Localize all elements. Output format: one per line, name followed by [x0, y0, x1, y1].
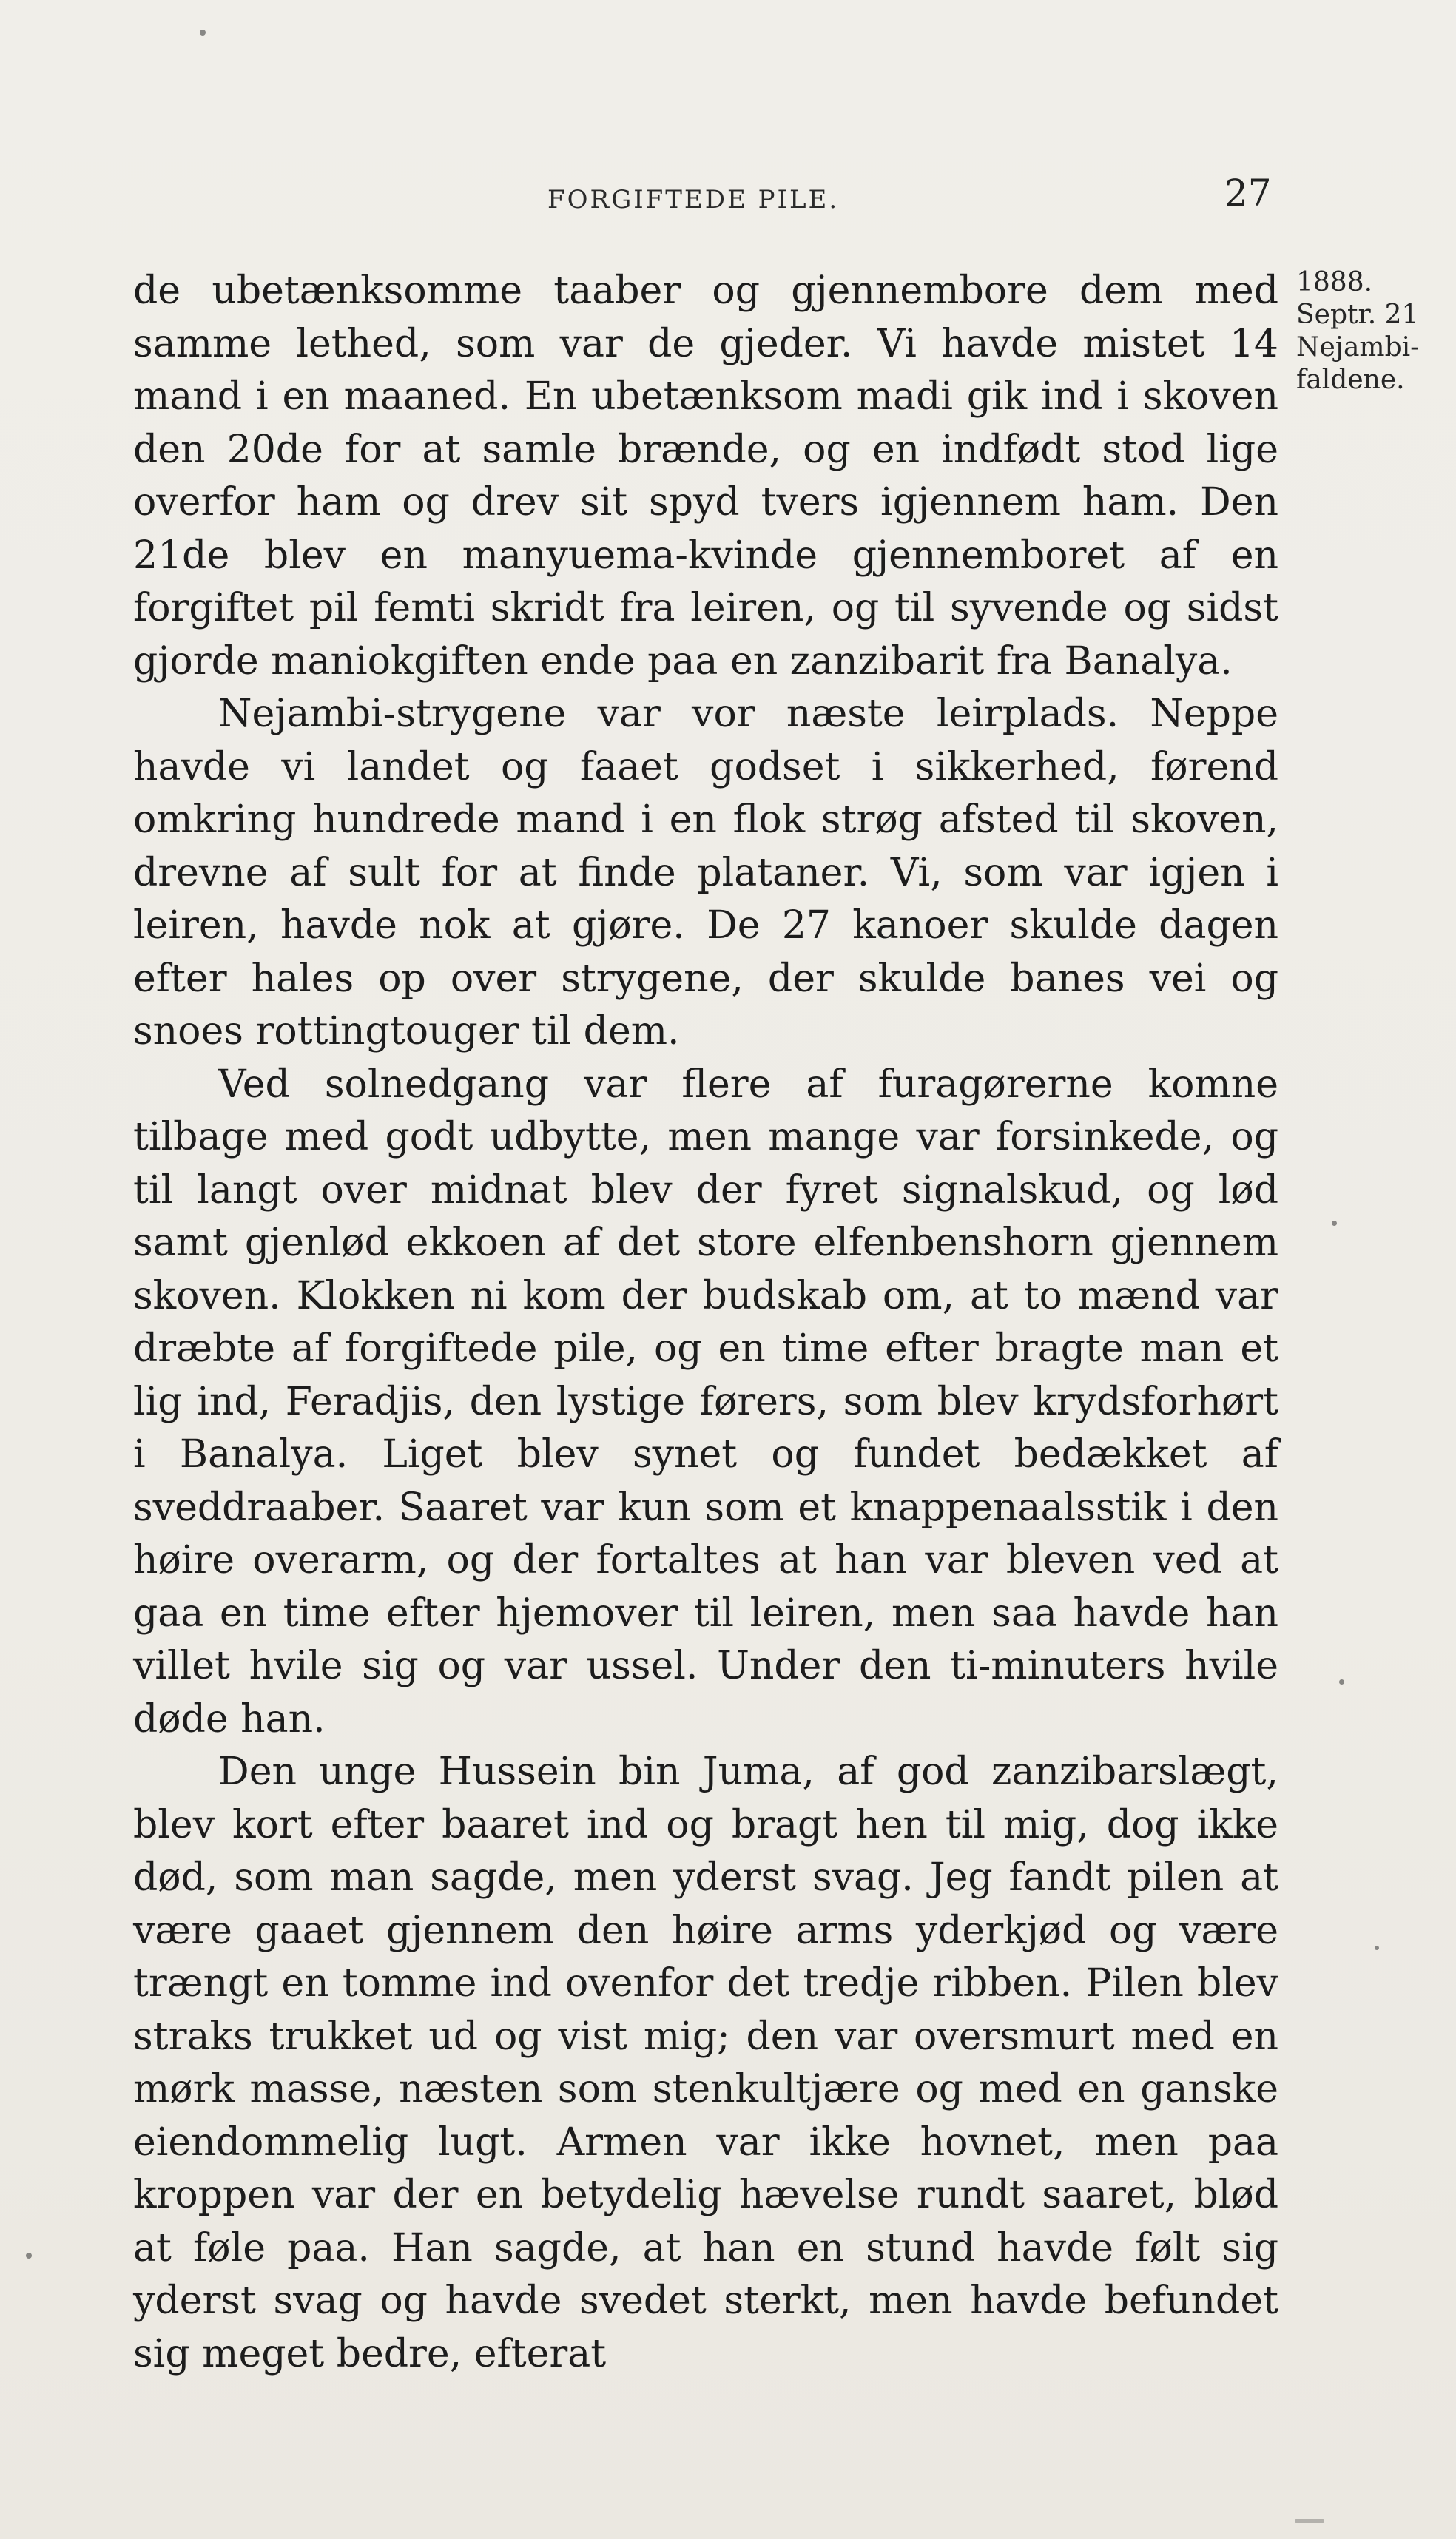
margin-note-place: Nejambi- — [1296, 332, 1420, 363]
paper-speck — [200, 30, 206, 36]
margin-note — [1296, 266, 1444, 397]
paper-speck — [1339, 1679, 1344, 1685]
page-number: 27 — [1224, 172, 1272, 215]
paragraph: Nejambi-strygene var vor næste leirplads. Neppe havde vi landet og faaet godset i sikkerhed, førend omkring hundrede mand i en flok strøg afsted til skoven, drevne af sult for at finde plataner. Vi, som var igjen i leiren, havde nok at gjøre. De 27 kanoer skulde dagen efter hales op over strygene, der skulde banes vei og snoes rottingtouger til dem. — [133, 692, 1278, 1053]
paper-speck — [1332, 1221, 1337, 1226]
margin-note-place-cont: faldene. — [1296, 365, 1405, 395]
paper-speck — [1295, 2519, 1324, 2523]
paper-speck — [1375, 1946, 1379, 1950]
paragraph: Ved solnedgang var flere af furagørerne komne tilbage med godt udbytte, men mange var forsinkede, og til langt over midnat blev der fyret signalskud, og lød samt gjenlød ekkoen af det store elfenbenshorn gjennem skoven. Klokken ni kom der budskab om, at to mænd var dræbte af forgiftede pile, og en time efter bragte man et lig ind, Feradjis, den lystige førers, som blev krydsforhørt i Banalya. Liget blev synet og fundet bedækket af sveddraaber. Saaret var kun som et knappenaalsstik i den høire overarm, og der fortaltes at han var bleven ved at gaa en time efter hjemover til leiren, men saa havde han villet hvile sig og var ussel. Under den ti-minuters hvile døde han. — [133, 1062, 1278, 1741]
paragraph: de ubetænksomme taaber og gjennembore dem med samme lethed, som var de gjeder. Vi havde mistet 14 mand i en maaned. En ubetænksom madi gik ind i skoven den 20de for at samle brænde, og en indfødt stod lige overfor ham og drev sit spyd tvers igjennem ham. Den 21de blev en manyuema-kvinde gjennemboret af en forgiftet pil femti skridt fra leiren, og til syvende og sidst gjorde maniokgiften ende paa en zanzibarit fra Banalya. — [133, 269, 1278, 684]
margin-note-date: Septr. 21 — [1296, 300, 1419, 330]
margin-note-year: 1888. — [1296, 267, 1373, 297]
running-title: FORGIFTEDE PILE. — [547, 185, 840, 215]
paper-speck — [26, 2253, 32, 2259]
body-text — [133, 265, 1278, 2381]
paragraph: Den unge Hussein bin Juma, af god zanzibarslægt, blev kort efter baaret ind og bragt hen til mig, dog ikke død, som man sagde, men yderst svag. Jeg fandt pilen at være gaaet gjennem den høire arms yderkjød og være trængt en tomme ind ovenfor det tredje ribben. Pilen blev straks trukket ud og vist mig; den var oversmurt med en mørk masse, næsten som stenkultjære og med en ganske eiendommelig lugt. Armen var ikke hovnet, men paa kroppen var der en betydelig hævelse rundt saaret, blød at føle paa. Han sagde, at han en stund havde følt sig yderst svag og havde svedet sterkt, men havde befundet sig meget bedre, efterat — [133, 1750, 1278, 2376]
